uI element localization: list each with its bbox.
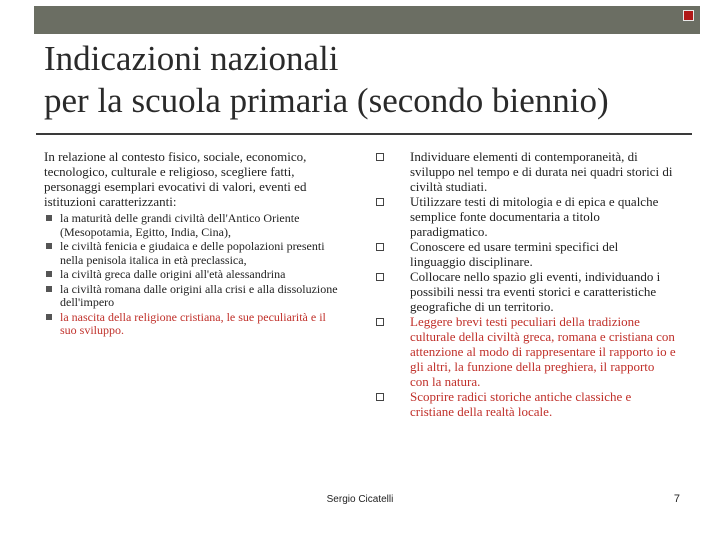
list-item bbox=[60, 240, 344, 267]
objective-item bbox=[376, 314, 676, 389]
square-bullet-icon bbox=[46, 314, 52, 320]
list-item-text: la maturità delle grandi civiltà dell'Antico Oriente (Mesopotamia, Egitto, India, Cina), bbox=[60, 211, 300, 239]
hollow-square-bullet-icon bbox=[376, 393, 384, 401]
objective-item bbox=[376, 194, 676, 239]
square-bullet-icon bbox=[46, 215, 52, 221]
left-column bbox=[44, 149, 344, 339]
title-line-1: Indicazioni nazionali bbox=[44, 39, 339, 78]
square-bullet-icon bbox=[46, 286, 52, 292]
hollow-square-bullet-icon bbox=[376, 243, 384, 251]
corner-square-icon bbox=[683, 10, 694, 21]
objective-text: Utilizzare testi di mitologia e di epica e qualche semplice fonte documentaria a titolo paradigmatico. bbox=[410, 194, 659, 239]
list-item bbox=[60, 311, 344, 338]
objective-item bbox=[376, 389, 676, 419]
hollow-square-bullet-icon bbox=[376, 273, 384, 281]
hollow-square-bullet-icon bbox=[376, 198, 384, 206]
right-column bbox=[376, 149, 676, 419]
objective-item bbox=[376, 149, 676, 194]
objective-item bbox=[376, 239, 676, 269]
list-item-text: la civiltà greca dalle origini all'età alessandrina bbox=[60, 267, 286, 281]
page-number: 7 bbox=[673, 493, 680, 505]
objective-text: Collocare nello spazio gli eventi, individuando i possibili nessi tra eventi storici e caratteristiche geografiche di un territorio. bbox=[410, 269, 661, 314]
list-item-text: la nascita della religione cristiana, le sue peculiarità e il suo sviluppo. bbox=[60, 309, 326, 337]
civilizations-list bbox=[44, 212, 344, 338]
title-line-2: per la scuola primaria (secondo biennio) bbox=[44, 81, 609, 120]
left-intro: In relazione al contesto fisico, sociale, economico, tecnologico, culturale e religioso, scegliere fatti, personaggi esemplari evocativi di valori, eventi ed istituzioni caratterizzanti: bbox=[44, 149, 307, 209]
footer-author: Sergio Cicatelli bbox=[326, 494, 394, 505]
top-decorative-bar bbox=[34, 6, 700, 34]
objective-text: Scoprire radici storiche antiche classiche e cristiane della realtà locale. bbox=[410, 389, 632, 419]
objective-text: Conoscere ed usare termini specifici del linguaggio disciplinare. bbox=[410, 239, 619, 269]
list-item bbox=[60, 283, 344, 310]
list-item-text: le civiltà fenicia e giudaica e delle popolazioni presenti nella penisola italica in età preclassica, bbox=[60, 239, 325, 267]
hollow-square-bullet-icon bbox=[376, 318, 384, 326]
square-bullet-icon bbox=[46, 271, 52, 277]
title-divider bbox=[36, 133, 692, 135]
objective-item bbox=[376, 269, 676, 314]
square-bullet-icon bbox=[46, 243, 52, 249]
list-item bbox=[60, 268, 344, 282]
objective-text: Individuare elementi di contemporaneità, di sviluppo nel tempo e di durata nei quadri storici di civiltà studiati. bbox=[410, 149, 673, 194]
hollow-square-bullet-icon bbox=[376, 153, 384, 161]
list-item bbox=[60, 212, 344, 239]
slide-title bbox=[44, 38, 704, 122]
objective-text: Leggere brevi testi peculiari della tradizione culturale della civiltà greca, romana e cristiana con attenzione al modo di rappresentare il rapporto io e gli altri, la funzione della preghiera, il rapporto con la natura. bbox=[410, 314, 676, 389]
list-item-text: la civiltà romana dalle origini alla crisi e alla dissoluzione dell'impero bbox=[60, 281, 338, 309]
